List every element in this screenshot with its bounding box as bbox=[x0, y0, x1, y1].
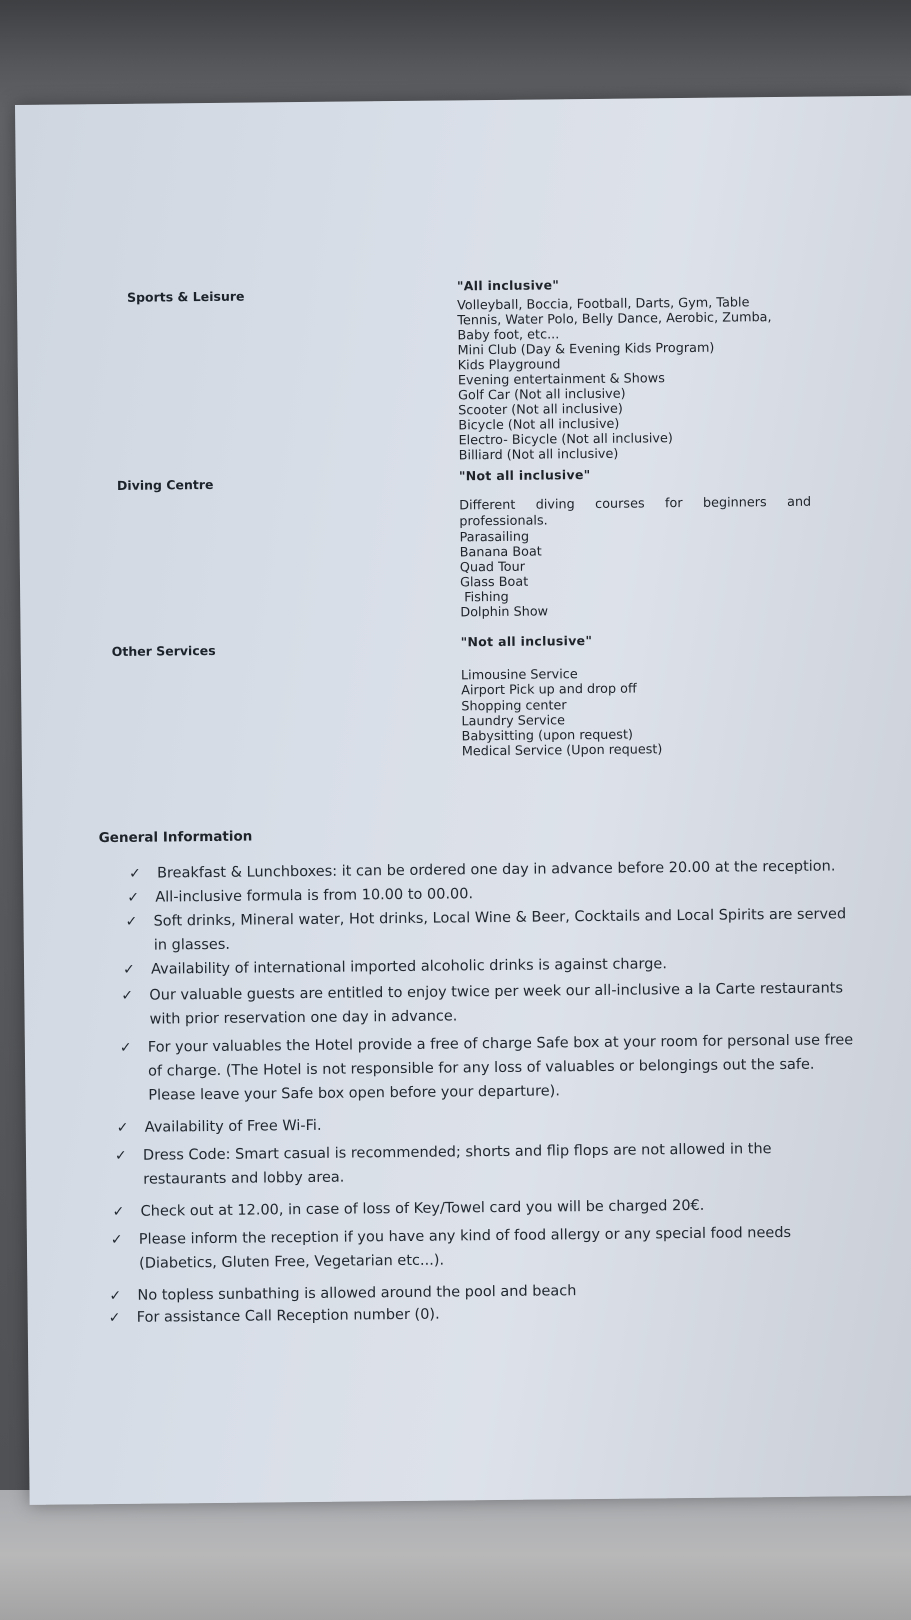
list-item-line: Availability of Free Wi-Fi. bbox=[144, 1117, 322, 1136]
list-item-line: Please leave your Safe box open before your departure). bbox=[148, 1083, 560, 1104]
list-item bbox=[127, 882, 474, 909]
section-label-diving: Diving Centre bbox=[116, 476, 214, 493]
list-item bbox=[125, 902, 847, 957]
list-item-line: For your valuables the Hotel provide a free of charge Safe box at your room for personal use free bbox=[147, 1032, 854, 1056]
list-item: Billiard (Not all inclusive) bbox=[458, 446, 619, 464]
list-item-line: All-inclusive formula is from 10.00 to 00.00. bbox=[155, 886, 474, 906]
list-item bbox=[116, 1114, 322, 1140]
list-item: Parasailing bbox=[459, 529, 530, 546]
checkmark-icon: ✓ bbox=[108, 1309, 121, 1327]
checkmark-icon: ✓ bbox=[112, 1203, 125, 1221]
list-item: Dolphin Show bbox=[460, 604, 549, 621]
list-item-line: Please inform the reception if you have any kind of food allergy or any special food needs bbox=[138, 1224, 792, 1248]
list-item: Banana Boat bbox=[459, 544, 542, 561]
list-item: Medical Service (Upon request) bbox=[461, 742, 663, 760]
list-item bbox=[128, 854, 836, 885]
checkmark-icon: ✓ bbox=[119, 1039, 132, 1056]
list-item: Bicycle (Not all inclusive) bbox=[458, 416, 620, 434]
table-surface bbox=[0, 1490, 911, 1620]
list-item: Baby foot, etc... bbox=[457, 327, 560, 344]
list-item-line: No topless sunbathing is allowed around the pool and beach bbox=[137, 1283, 577, 1304]
diving-courses-line bbox=[459, 495, 811, 514]
section-label-sports: Sports & Leisure bbox=[126, 288, 245, 305]
list-item: professionals. bbox=[459, 513, 548, 530]
word: beginners bbox=[702, 495, 767, 511]
list-item: Airport Pick up and drop off bbox=[461, 681, 637, 699]
checkmark-icon: ✓ bbox=[109, 1287, 122, 1305]
list-item: Electro- Bicycle (Not all inclusive) bbox=[458, 431, 673, 449]
list-item-line: with prior reservation one day in advance. bbox=[149, 1008, 458, 1028]
list-item: Scooter (Not all inclusive) bbox=[458, 401, 623, 419]
list-item bbox=[112, 1194, 705, 1224]
checkmark-icon: ✓ bbox=[127, 889, 140, 906]
checkmark-icon: ✓ bbox=[125, 913, 138, 930]
list-item-line: Our valuable guests are entitled to enjoy twice per week our all-inclusive a la Carte restaurants bbox=[149, 980, 844, 1004]
list-item-line: restaurants and lobby area. bbox=[143, 1169, 345, 1188]
list-item: Tennis, Water Polo, Belly Dance, Aerobic, Zumba, bbox=[457, 310, 772, 329]
list-item-line: Soft drinks, Mineral water, Hot drinks, Local Wine & Beer, Cocktails and Local Spirits are served bbox=[153, 906, 847, 930]
list-item: Laundry Service bbox=[461, 713, 566, 730]
list-item: Shopping center bbox=[461, 698, 567, 715]
list-item-line: in glasses. bbox=[153, 936, 231, 954]
checkmark-icon: ✓ bbox=[128, 865, 141, 882]
list-item bbox=[110, 1221, 792, 1276]
list-item: Volleyball, Boccia, Football, Darts, Gym, Table bbox=[457, 295, 750, 314]
list-item: Limousine Service bbox=[460, 667, 578, 684]
list-item-line: (Diabetics, Gluten Free, Vegetarian etc...). bbox=[139, 1252, 445, 1272]
list-item-line: of charge. (The Hotel is not responsible for any loss of valuables or belongings out the safe. bbox=[148, 1056, 815, 1080]
list-item: Quad Tour bbox=[459, 559, 526, 576]
list-item-line: Dress Code: Smart casual is recommended; shorts and flip flops are not allowed in the bbox=[142, 1141, 772, 1164]
list-item: Babysitting (upon request) bbox=[461, 727, 634, 745]
list-item: Glass Boat bbox=[459, 574, 529, 591]
word: Different bbox=[459, 497, 516, 514]
list-item bbox=[121, 976, 844, 1031]
checkmark-icon: ✓ bbox=[116, 1119, 129, 1136]
list-item bbox=[108, 1303, 440, 1330]
list-item bbox=[119, 1028, 854, 1107]
section-label-other: Other Services bbox=[111, 642, 216, 660]
checkmark-icon: ✓ bbox=[122, 961, 135, 978]
checkmark-icon: ✓ bbox=[110, 1231, 123, 1249]
section-heading-other: "Not all inclusive" bbox=[460, 632, 593, 650]
list-item: Kids Playground bbox=[457, 357, 561, 374]
list-item-line: For assistance Call Reception number (0). bbox=[136, 1306, 440, 1326]
checkmark-icon: ✓ bbox=[121, 987, 134, 1004]
list-item-line: Check out at 12.00, in case of loss of Key/Towel card you will be charged 20€. bbox=[140, 1197, 705, 1220]
list-item: Golf Car (Not all inclusive) bbox=[457, 386, 626, 404]
list-item-line: Availability of international imported alcoholic drinks is against charge. bbox=[150, 956, 667, 978]
section-heading-sports: "All inclusive" bbox=[456, 277, 560, 294]
general-information-title: General Information bbox=[98, 828, 253, 847]
list-item: Mini Club (Day & Evening Kids Program) bbox=[457, 340, 715, 359]
list-item: Fishing bbox=[464, 589, 509, 606]
word: and bbox=[786, 494, 812, 510]
checkmark-icon: ✓ bbox=[114, 1147, 127, 1165]
document-page bbox=[15, 96, 911, 1505]
list-item bbox=[114, 1137, 772, 1192]
word: diving bbox=[535, 497, 575, 513]
word: for bbox=[664, 496, 683, 512]
list-item bbox=[122, 952, 667, 981]
list-item-line: Breakfast & Lunchboxes: it can be ordered one day in advance before 20.00 at the reception. bbox=[156, 858, 836, 882]
list-item: Evening entertainment & Shows bbox=[457, 371, 665, 389]
section-heading-diving: "Not all inclusive" bbox=[458, 466, 591, 484]
word: courses bbox=[595, 496, 645, 512]
